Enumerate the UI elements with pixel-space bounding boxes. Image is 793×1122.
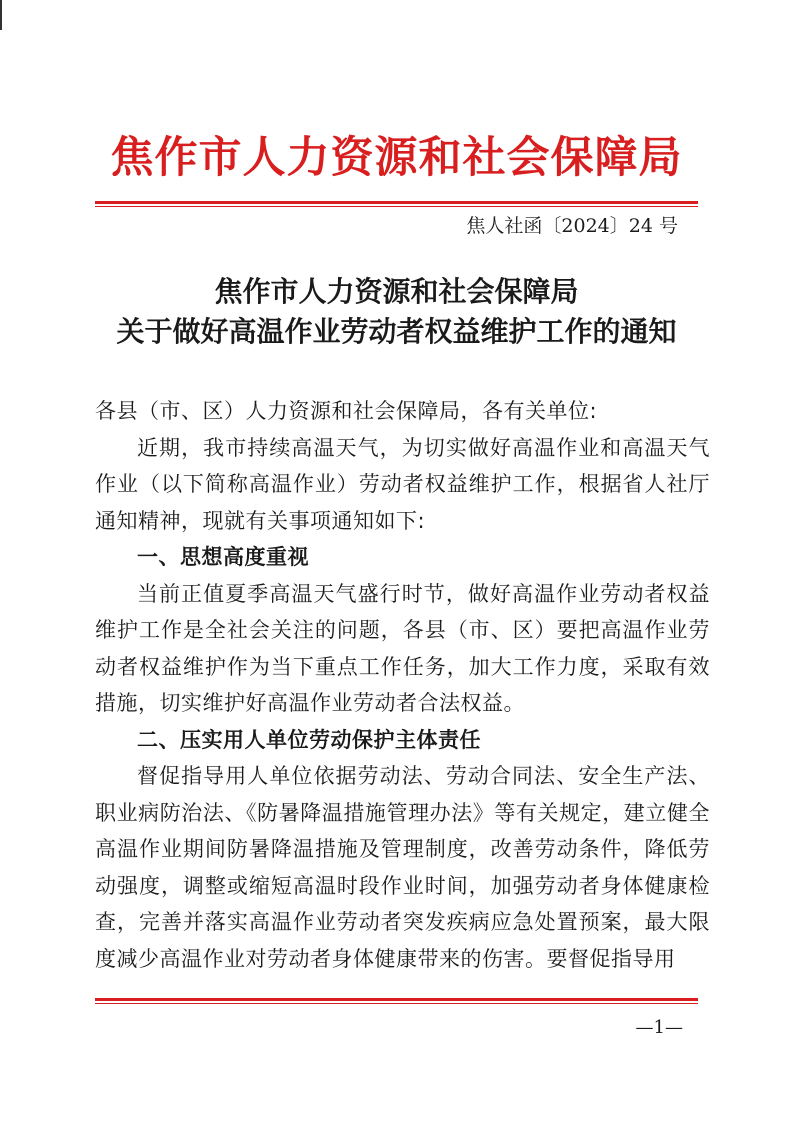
intro-paragraph: 近期，我市持续高温天气，为切实做好高温作业和高温天气作业（以下简称高温作业）劳动者权益维护工作，根据省人社厅通知精神，现就有关事项通知如下: — [95, 435, 710, 533]
crop-mark — [0, 0, 2, 30]
footer-divider-thick — [95, 998, 698, 1001]
section-1-paragraph: 当前正值夏季高温天气盛行时节，做好高温作业劳动者权益维护工作是全社会关注的问题，各县（市、区）要把高温作业劳动者权益维护作为当下重点工作任务，加大工作力度，采取有效措施，切实维护好高温作业劳动者合法权益。 — [95, 581, 710, 715]
section-2-paragraph: 督促指导用人单位依据劳动法、劳动合同法、安全生产法、职业病防治法、《防暑降温措施管理办法》等有关规定，建立健全高温作业期间防暑降温措施及管理制度，改善劳动条件，降低劳动强度，调整或缩短高温时段作业时间，加强劳动者身体健康检查，完善并落实高温作业劳动者突发疾病应急处置预案，最大限度减少高温作业对劳动者身体健康带来的伤害。要督促指导用 — [95, 764, 710, 971]
footer-divider-thin — [95, 1003, 698, 1004]
title-line-1: 焦作市人力资源和社会保障局 — [214, 275, 579, 308]
section-1-heading: 一、思想高度重视 — [137, 545, 309, 569]
page-number: —1— — [635, 1017, 683, 1038]
footer-divider — [95, 998, 698, 1004]
document-title — [95, 272, 698, 352]
document-body — [95, 393, 710, 977]
section-2-heading: 二、压实用人单位劳动保护主体责任 — [137, 727, 481, 752]
header-divider-thin — [95, 206, 698, 207]
title-line-2: 关于做好高温作业劳动者权益维护工作的通知 — [116, 315, 677, 348]
salutation: 各县（市、区）人力资源和社会保障局，各有关单位: — [95, 399, 598, 423]
document-number: 焦人社函〔2024〕24 号 — [466, 215, 678, 237]
organization-header: 焦作市人力资源和社会保障局 — [110, 133, 683, 183]
header-divider — [95, 201, 698, 207]
header-divider-thick — [95, 201, 698, 204]
